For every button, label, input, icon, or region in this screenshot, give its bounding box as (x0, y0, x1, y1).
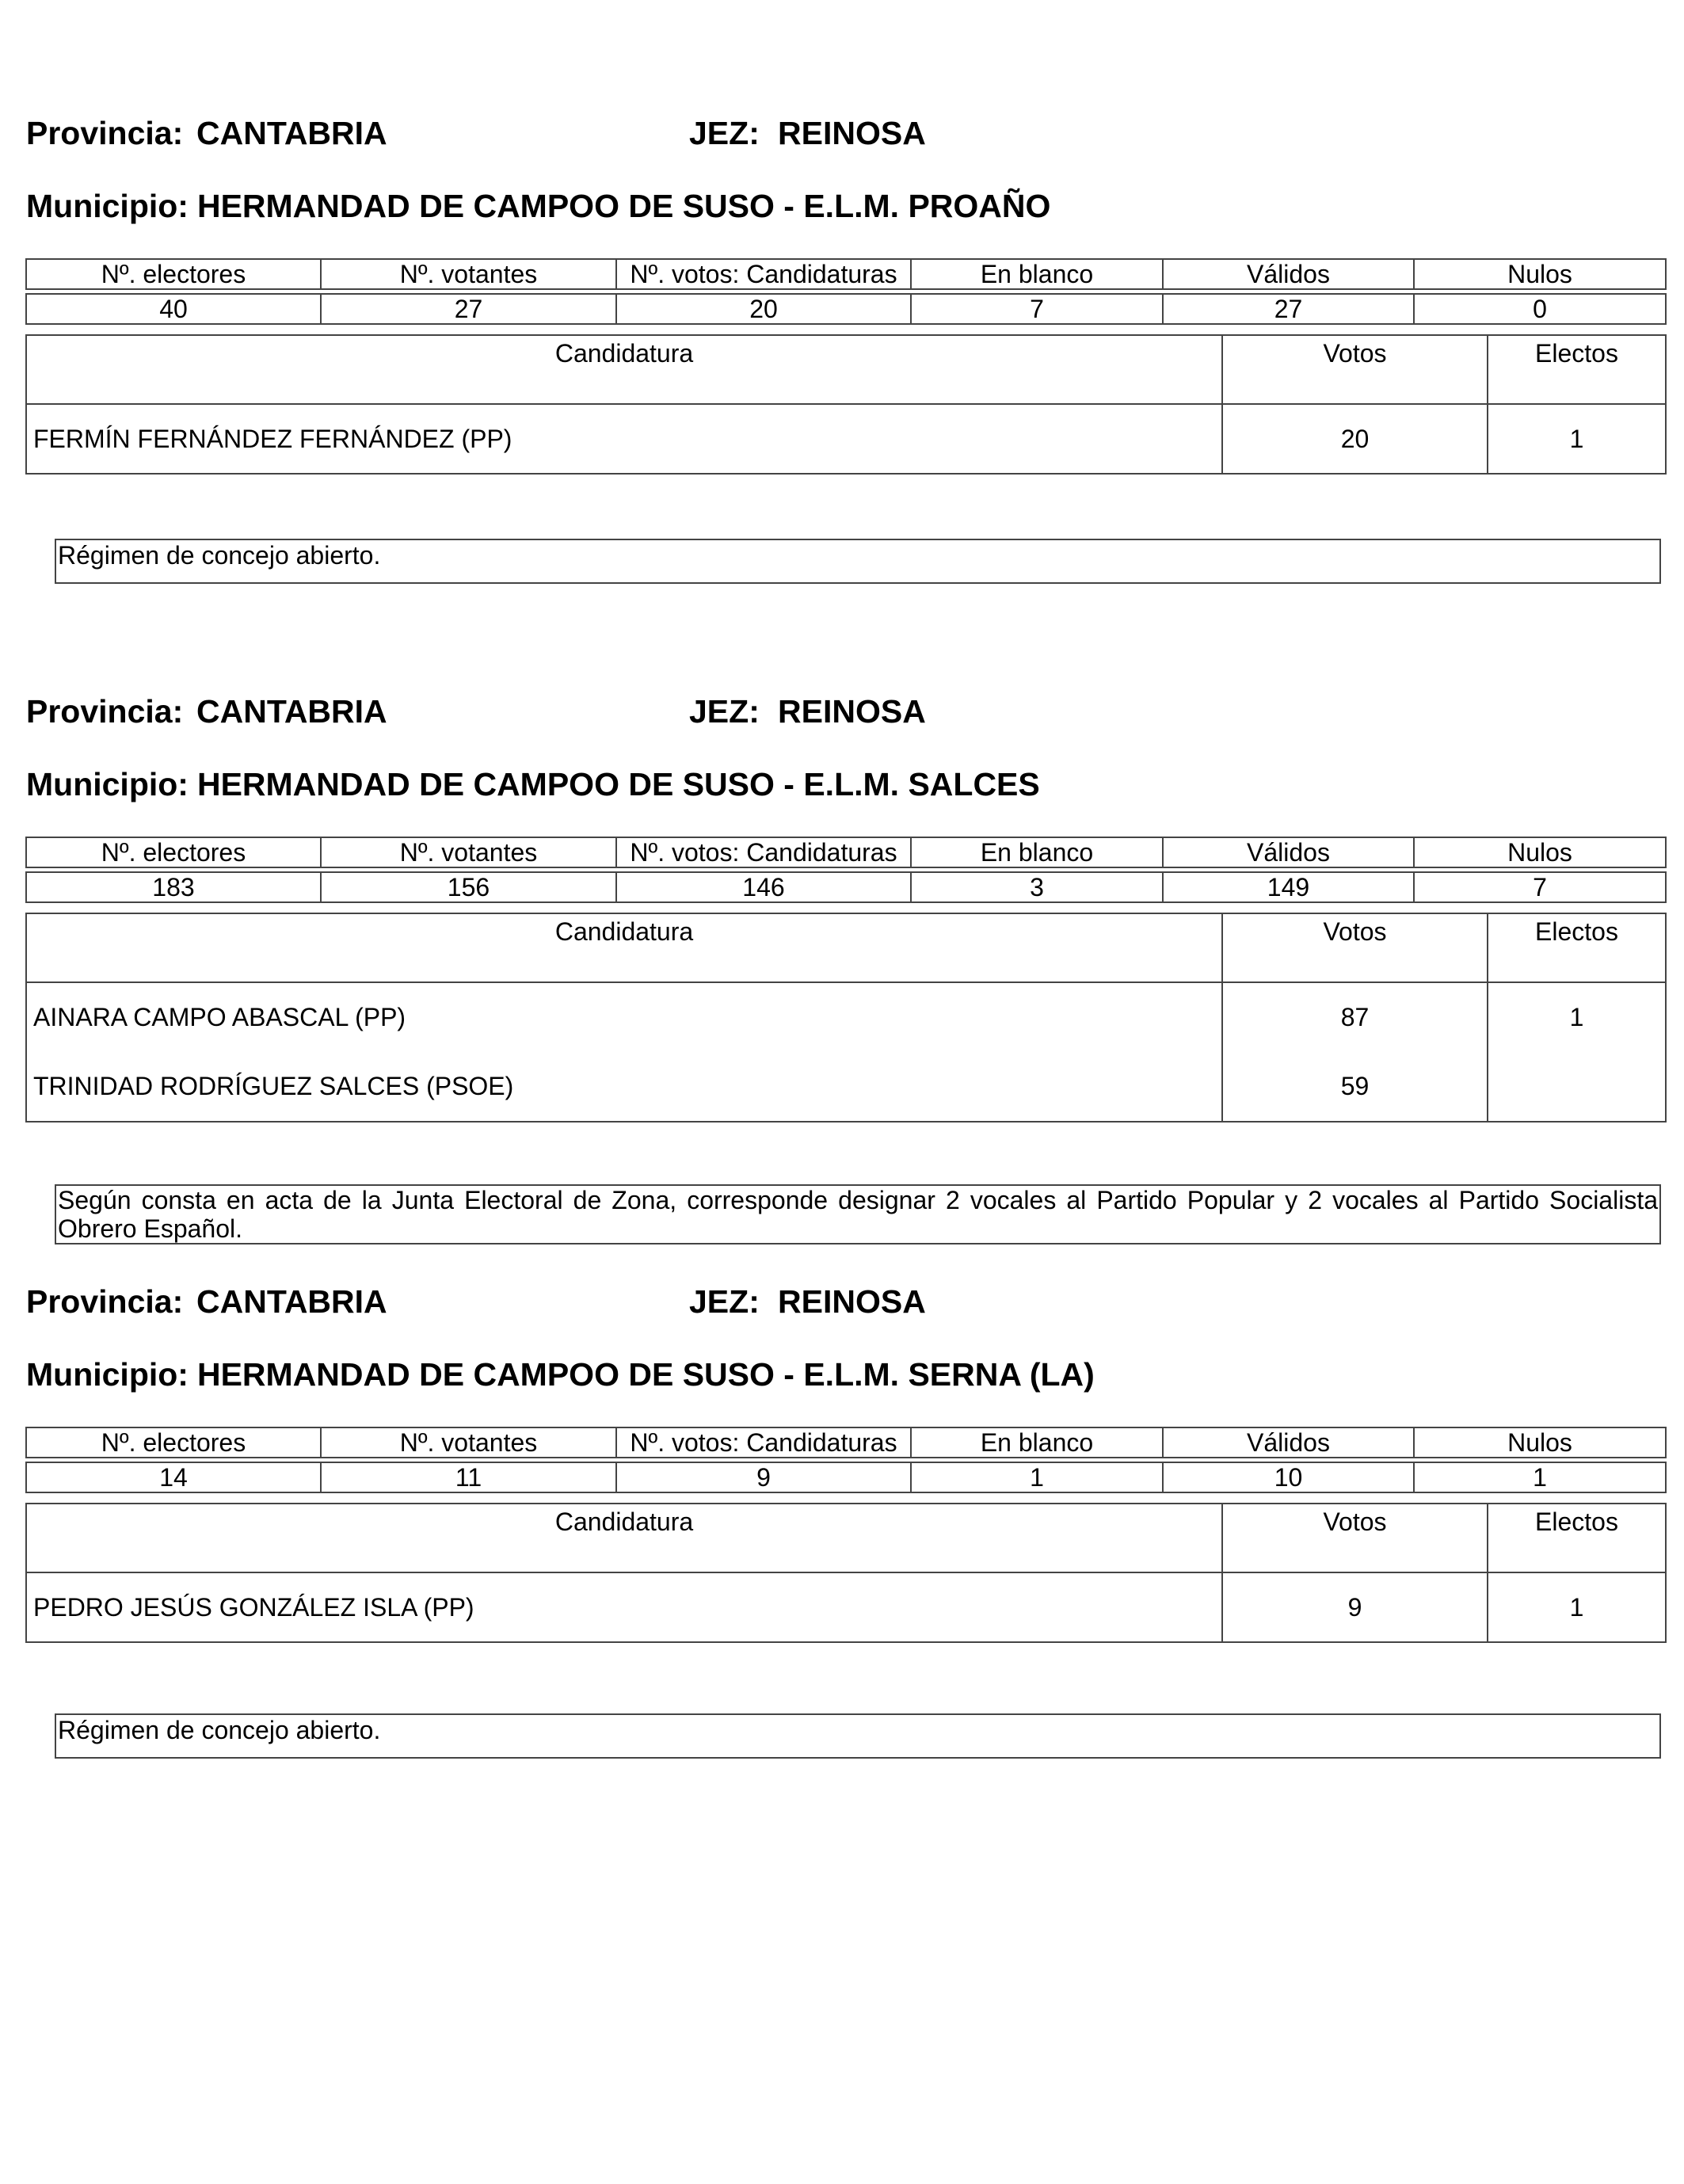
stats-header: En blanco (911, 1427, 1163, 1458)
provincia-value: CANTABRIA (196, 115, 387, 151)
candidate-row (26, 404, 1666, 474)
candidate-name: AINARA CAMPO ABASCAL (PP) (26, 982, 1222, 1051)
municipio-value: HERMANDAD DE CAMPOO DE SUSO - E.L.M. SERNA (LA) (196, 1356, 1095, 1393)
electos-header: Electos (1488, 335, 1666, 404)
votos-header: Votos (1222, 335, 1488, 404)
candidate-name: PEDRO JESÚS GONZÁLEZ ISLA (PP) (26, 1572, 1222, 1642)
stats-header: Válidos (1163, 1427, 1414, 1458)
stats-header-row (26, 837, 1666, 867)
candidate-electos: 1 (1488, 1572, 1666, 1642)
candidates-table (25, 1503, 1667, 1643)
stats-header: Nº. votos: Candidaturas (616, 259, 911, 289)
electos-header: Electos (1488, 1504, 1666, 1572)
municipio-line (26, 766, 1040, 803)
stats-header: En blanco (911, 837, 1163, 867)
stats-header: Nº. electores (26, 1427, 321, 1458)
stats-value: 27 (321, 294, 616, 324)
stats-header: En blanco (911, 259, 1163, 289)
stats-header: Nº. votantes (321, 837, 616, 867)
stats-header: Nº. electores (26, 837, 321, 867)
stats-value: 7 (1414, 872, 1666, 902)
provincia-label: Provincia: (26, 1283, 184, 1320)
municipio-line (26, 188, 1050, 225)
candidatura-header: Candidatura (26, 335, 1222, 404)
stats-header: Nulos (1414, 837, 1666, 867)
stats-value: 10 (1163, 1462, 1414, 1492)
note-box: Régimen de concejo abierto. (55, 1713, 1661, 1759)
candidatura-header: Candidatura (26, 913, 1222, 982)
stats-value-row (26, 1462, 1666, 1492)
candidate-votos: 9 (1222, 1572, 1488, 1642)
jez-label: JEZ: (689, 1283, 760, 1320)
jez-value: REINOSA (778, 115, 926, 151)
stats-value: 149 (1163, 872, 1414, 902)
jez-value: REINOSA (778, 1283, 926, 1320)
stats-header: Nulos (1414, 259, 1666, 289)
stats-value: 1 (1414, 1462, 1666, 1492)
stats-value-row (26, 872, 1666, 902)
votos-header: Votos (1222, 913, 1488, 982)
header-line (0, 693, 1684, 741)
municipio-value: HERMANDAD DE CAMPOO DE SUSO - E.L.M. PROAÑO (196, 188, 1051, 224)
candidate-row (26, 1051, 1666, 1122)
votos-header: Votos (1222, 1504, 1488, 1572)
stats-value: 156 (321, 872, 616, 902)
stats-value: 0 (1414, 294, 1666, 324)
provincia-value: CANTABRIA (196, 693, 387, 730)
candidate-name: FERMÍN FERNÁNDEZ FERNÁNDEZ (PP) (26, 404, 1222, 474)
jez-label: JEZ: (689, 693, 760, 730)
stats-value: 146 (616, 872, 911, 902)
stats-value: 20 (616, 294, 911, 324)
stats-table (25, 1427, 1667, 1493)
note-box: Régimen de concejo abierto. (55, 539, 1661, 584)
candidates-header-row (26, 335, 1666, 404)
municipio-line (26, 1356, 1095, 1393)
candidate-votos: 20 (1222, 404, 1488, 474)
municipio-label: Municipio: (26, 1356, 189, 1393)
candidatura-header: Candidatura (26, 1504, 1222, 1572)
stats-header-row (26, 259, 1666, 289)
stats-table (25, 837, 1667, 903)
jez-label: JEZ: (689, 115, 760, 151)
stats-header: Válidos (1163, 837, 1414, 867)
jez-value: REINOSA (778, 693, 926, 730)
stats-header: Nº. votantes (321, 259, 616, 289)
stats-header: Nº. votantes (321, 1427, 616, 1458)
stats-value: 3 (911, 872, 1163, 902)
provincia-label: Provincia: (26, 115, 184, 151)
electos-header: Electos (1488, 913, 1666, 982)
candidates-header-row (26, 913, 1666, 982)
municipio-value: HERMANDAD DE CAMPOO DE SUSO - E.L.M. SALCES (196, 766, 1040, 802)
candidates-header-row (26, 1504, 1666, 1572)
stats-value-row (26, 294, 1666, 324)
candidate-votos: 59 (1222, 1051, 1488, 1122)
municipio-label: Municipio: (26, 188, 189, 224)
stats-header: Nº. votos: Candidaturas (616, 837, 911, 867)
candidate-name: TRINIDAD RODRÍGUEZ SALCES (PSOE) (26, 1051, 1222, 1122)
candidate-row (26, 982, 1666, 1051)
stats-header: Nº. electores (26, 259, 321, 289)
note-box: Según consta en acta de la Junta Electoral de Zona, corresponde designar 2 vocales al Partido Popular y 2 vocales al Partido Socialista Obrero Español. (55, 1184, 1661, 1244)
candidate-row (26, 1572, 1666, 1642)
municipio-label: Municipio: (26, 766, 189, 802)
stats-value: 1 (911, 1462, 1163, 1492)
candidates-table (25, 913, 1667, 1122)
header-line (0, 1283, 1684, 1331)
stats-table (25, 258, 1667, 325)
provincia-label: Provincia: (26, 693, 184, 730)
stats-header: Nº. votos: Candidaturas (616, 1427, 911, 1458)
stats-value: 27 (1163, 294, 1414, 324)
provincia-value: CANTABRIA (196, 1283, 387, 1320)
candidate-electos: 1 (1488, 404, 1666, 474)
stats-value: 40 (26, 294, 321, 324)
stats-header: Nulos (1414, 1427, 1666, 1458)
candidate-votos: 87 (1222, 982, 1488, 1051)
stats-value: 14 (26, 1462, 321, 1492)
stats-header-row (26, 1427, 1666, 1458)
candidate-electos: 1 (1488, 982, 1666, 1051)
stats-header: Válidos (1163, 259, 1414, 289)
stats-value: 11 (321, 1462, 616, 1492)
candidate-electos (1488, 1051, 1666, 1122)
stats-value: 7 (911, 294, 1163, 324)
stats-value: 9 (616, 1462, 911, 1492)
header-line (0, 115, 1684, 162)
stats-value: 183 (26, 872, 321, 902)
candidates-table (25, 334, 1667, 475)
